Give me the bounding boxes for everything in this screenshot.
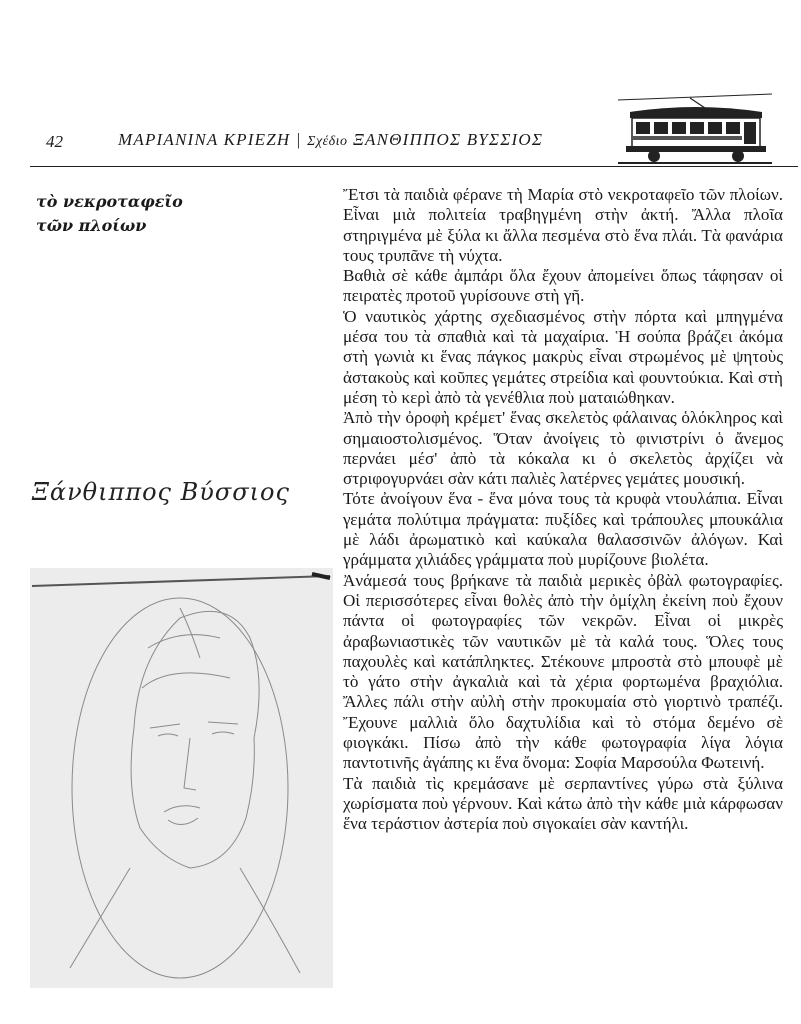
page-number: 42	[46, 132, 63, 151]
running-head	[118, 130, 543, 150]
author-name: ΜΑΡΙΑΝΙΝΑ ΚΡΙΕΖΗ	[118, 130, 291, 149]
section-title-line-1: τὸ νεκροταφεῖο	[36, 192, 183, 211]
section-title	[36, 190, 296, 238]
paragraph: Τὰ παιδιὰ τὶς κρεμάσανε μὲ σερπαντίνες γύρω στὰ ξύλινα χωρίσματα ποὺ γέρνουν. Καὶ κάτω ἀπὸ τὴν κάθε μιὰ κάρφωσαν ἕνα τεράστιον ἀστερία ποὺ σιγοκαίει σὰν καντήλι.	[343, 773, 783, 834]
artist-name: ΞΑΝΘΙΠΠΟΣ ΒΥΣΣΙΟΣ	[352, 130, 544, 149]
artist-signature	[30, 470, 310, 510]
paragraph: Ἀπὸ τὴν ὀροφὴ κρέμετ' ἕνας σκελετὸς φάλαινας ὁλόκληρος καὶ σημαιοστολισμένος. Ὅταν ἀνοίγεις τὸ φινιστρίνι ὁ ἄνεμος περνάει μέσ' ἀπὸ τὰ κόκαλα κι ὁ σκελετὸς ἀρχίζει νὰ στριφογυρνάει σὰν κάτι παλιὲς λατέρνες γεμάτες μουσική.	[343, 408, 783, 489]
paragraph: Τότε ἀνοίγουν ἕνα - ἕνα μόνα τους τὰ κρυφὰ ντουλάπια. Εἶναι γεμάτα πολύτιμα πράγματα: πυξίδες καὶ τράπουλες μπουκάλια μὲ λάδι ἀρωματικὸ καὶ καύκαλα θαλασσινῶν ἀλόγων. Καὶ γράμματα χιλιάδες γράμματα ποὺ μυρίζουνε βιολέτα.	[343, 489, 783, 570]
page-header	[0, 90, 801, 170]
paragraph: Βαθιὰ σὲ κάθε ἀμπάρι ὅλα ἔχουν ἀπομείνει ὅπως τάφησαν οἱ πειρατὲς προτοῦ γυρίσουνε στὴ γῆ.	[343, 266, 783, 306]
paragraph: Ὁ ναυτικὸς χάρτης σχεδιασμένος στὴν πόρτα καὶ μπηγμένα μέσα του τὰ σπαθιὰ καὶ τὰ μαχαίρια. Ἡ σούπα βράζει ἀκόμα στὴ γωνιὰ κι ἕνας πάγκος μακρὺς εἶναι στρωμένος μὲ ψητοὺς ἀστακοὺς καὶ κοῦπες γεμάτες στρείδια καὶ φουντούκια. Καὶ στὴ μέση τὸ κερὶ ἀπὸ τὰ γενέθλια ποὺ ματαιώθηκαν.	[343, 306, 783, 407]
header-rule	[30, 166, 798, 167]
tram-illustration-icon	[618, 90, 772, 166]
signature-text: Ξάνθιππος Βύσσιος	[32, 478, 290, 506]
portrait-sketch-icon	[30, 568, 333, 988]
header-separator: |	[295, 130, 302, 149]
section-title-line-2: τῶν πλοίων	[36, 216, 147, 235]
article-body	[343, 185, 783, 835]
sketch-credit: Σχέδιο	[307, 134, 348, 149]
paragraph: Ἔτσι τὰ παιδιὰ φέρανε τὴ Μαρία στὸ νεκροταφεῖο τῶν πλοίων. Εἶναι μιὰ πολιτεία τραβηγμένη στὴν ἀκτή. Ἄλλα πλοῖα στηριγμένα μὲ ξύλα κι ἄλλα πεσμένα στὸ ἕνα πλάι. Τὰ φανάρια τους τρυπᾶνε τὴ νύχτα.	[343, 185, 783, 265]
paragraph: Ἀνάμεσά τους βρήκανε τὰ παιδιὰ μερικὲς ὀβὰλ φωτογραφίες. Οἱ περισσότερες εἶναι θολὲς ἀπὸ τὴν ὀμίχλη ἐκείνη ποὺ ἔχουν πάντα οἱ φωτογραφίες τῶν νεκρῶν. Εἶναι οἱ μικρὲς ἀραβωνιαστικὲς τῶν ναυτικῶν μὲ τὰ καλά τους. Ὅλες τους παχουλὲς καὶ κατάπληκτες. Στέκουνε μπροστὰ στὸ μπουφὲ μὲ τὸ γάτο στὴν ἀγκαλιὰ καὶ τὰ χέρια φορτωμένα βραχιόλια. Ἄλλες πάλι στὴν αὐλὴ στὴν προκυμαία στὸ γιορτινὸ τραπέζι. Ἔχουνε μαλλιὰ ὅλο δαχτυλίδια καὶ τὸ στόμα δεμένο σὲ φιογκάκι. Πίσω ἀπὸ τὴν κάθε φωτογραφία λίγα λόγια παντοτινῆς ἀγάπης κι ἕνα ὄνομα: Σοφία Μαρσούλα Φωτεινή.	[343, 570, 783, 773]
